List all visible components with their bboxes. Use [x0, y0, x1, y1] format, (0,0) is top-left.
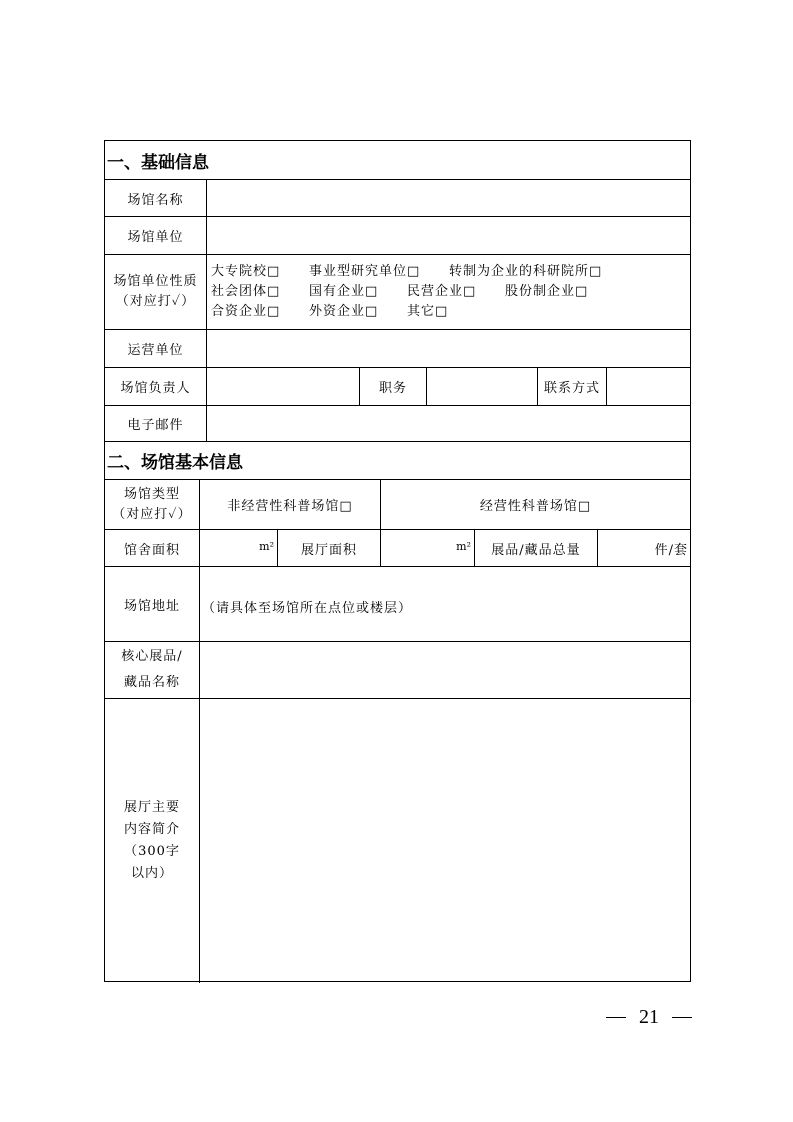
- dash-left: [606, 1017, 626, 1018]
- row-core-exhibits: [105, 642, 690, 699]
- address-label: 场馆地址: [105, 567, 200, 641]
- checkbox-profit-venue[interactable]: 经营性科普场馆□: [479, 499, 592, 514]
- unit-nature-label: [105, 255, 207, 329]
- exhibits-unit: 件/套: [654, 542, 688, 558]
- unit-nature-label-line2: （对应打✓）: [115, 294, 196, 309]
- section-header-venue: [105, 442, 690, 480]
- intro-field[interactable]: [200, 699, 690, 983]
- venue-name-label: 场馆名称: [105, 180, 207, 216]
- row-venue-type: [105, 480, 690, 530]
- venue-type-label-line2: （对应打✓）: [112, 506, 192, 522]
- manager-field[interactable]: [207, 368, 360, 405]
- venue-unit-label: 场馆单位: [105, 217, 207, 254]
- core-exhibits-label: [105, 642, 200, 698]
- unit-nature-options: [207, 255, 690, 329]
- contact-field[interactable]: [607, 368, 690, 405]
- row-operator: [105, 330, 690, 368]
- checkbox-option-private[interactable]: 民营企业□: [407, 284, 477, 299]
- intro-label: [105, 699, 200, 983]
- checkbox-option-state-owned[interactable]: 国有企业□: [309, 284, 379, 299]
- unit-nature-label-line1: 场馆单位性质: [113, 274, 198, 289]
- option-line: [211, 262, 602, 282]
- checkbox-option-other[interactable]: 其它□: [407, 304, 449, 319]
- row-intro: [105, 699, 690, 983]
- row-areas: [105, 530, 690, 567]
- checkbox-option-joint-venture[interactable]: 合资企业□: [211, 304, 281, 319]
- building-area-label: 馆舍面积: [105, 530, 200, 566]
- page-number: 21: [639, 1005, 659, 1028]
- core-exhibits-label-line2: 藏品名称: [123, 675, 180, 690]
- area-unit: m²: [456, 540, 471, 553]
- address-hint: （请具体至场馆所在点位或楼层）: [202, 601, 413, 616]
- row-unit-nature: [105, 255, 690, 330]
- registration-form: [104, 140, 691, 982]
- checkbox-option-institution[interactable]: 事业型研究单位□: [309, 264, 421, 279]
- position-field[interactable]: [427, 368, 538, 405]
- intro-label-line2: 内容简介: [123, 822, 180, 837]
- core-exhibits-label-line1: 核心展品/: [121, 649, 183, 664]
- venue-unit-field[interactable]: [207, 217, 690, 254]
- option-line: [211, 302, 448, 322]
- row-venue-name: [105, 180, 690, 217]
- row-venue-unit: [105, 217, 690, 255]
- hall-area-field[interactable]: [381, 530, 475, 566]
- venue-type-label-line1: 场馆类型: [123, 486, 180, 502]
- operator-label: 运营单位: [105, 330, 207, 367]
- contact-label: 联系方式: [538, 368, 607, 405]
- section-title: 一、基础信息: [107, 152, 209, 173]
- position-label: 职务: [360, 368, 427, 405]
- core-exhibits-field[interactable]: [200, 642, 690, 698]
- page-footer: [606, 1002, 692, 1032]
- row-email: [105, 406, 690, 442]
- checkbox-nonprofit-venue[interactable]: 非经营性科普场馆□: [200, 480, 381, 529]
- checkbox-option-converted-institute[interactable]: 转制为企业的科研院所□: [449, 264, 603, 279]
- intro-label-line4: 以内）: [130, 866, 173, 881]
- venue-name-field[interactable]: [207, 180, 690, 216]
- exhibits-total-label: 展品/藏品总量: [475, 530, 598, 566]
- exhibits-total-field[interactable]: [598, 530, 690, 566]
- section-title: 二、场馆基本信息: [107, 453, 243, 473]
- hall-area-label: 展厅面积: [278, 530, 381, 566]
- intro-label-line1: 展厅主要: [123, 800, 180, 815]
- checkbox-option-social-group[interactable]: 社会团体□: [211, 284, 281, 299]
- manager-label: 场馆负责人: [105, 368, 207, 405]
- option-line: [211, 282, 588, 302]
- address-field[interactable]: [200, 567, 690, 641]
- email-field[interactable]: [207, 406, 690, 441]
- building-area-field[interactable]: [200, 530, 278, 566]
- area-unit: m²: [259, 540, 274, 553]
- dash-right: [672, 1017, 692, 1018]
- section-header-basic: [105, 141, 690, 180]
- checkbox-option-college[interactable]: 大专院校□: [211, 264, 281, 279]
- row-manager: [105, 368, 690, 406]
- venue-type-label: [105, 480, 200, 529]
- operator-field[interactable]: [207, 330, 690, 367]
- row-address: [105, 567, 690, 642]
- checkbox-option-foreign[interactable]: 外资企业□: [309, 304, 379, 319]
- email-label: 电子邮件: [105, 406, 207, 441]
- checkbox-option-joint-stock[interactable]: 股份制企业□: [505, 284, 589, 299]
- intro-label-line3: （300字: [124, 844, 180, 859]
